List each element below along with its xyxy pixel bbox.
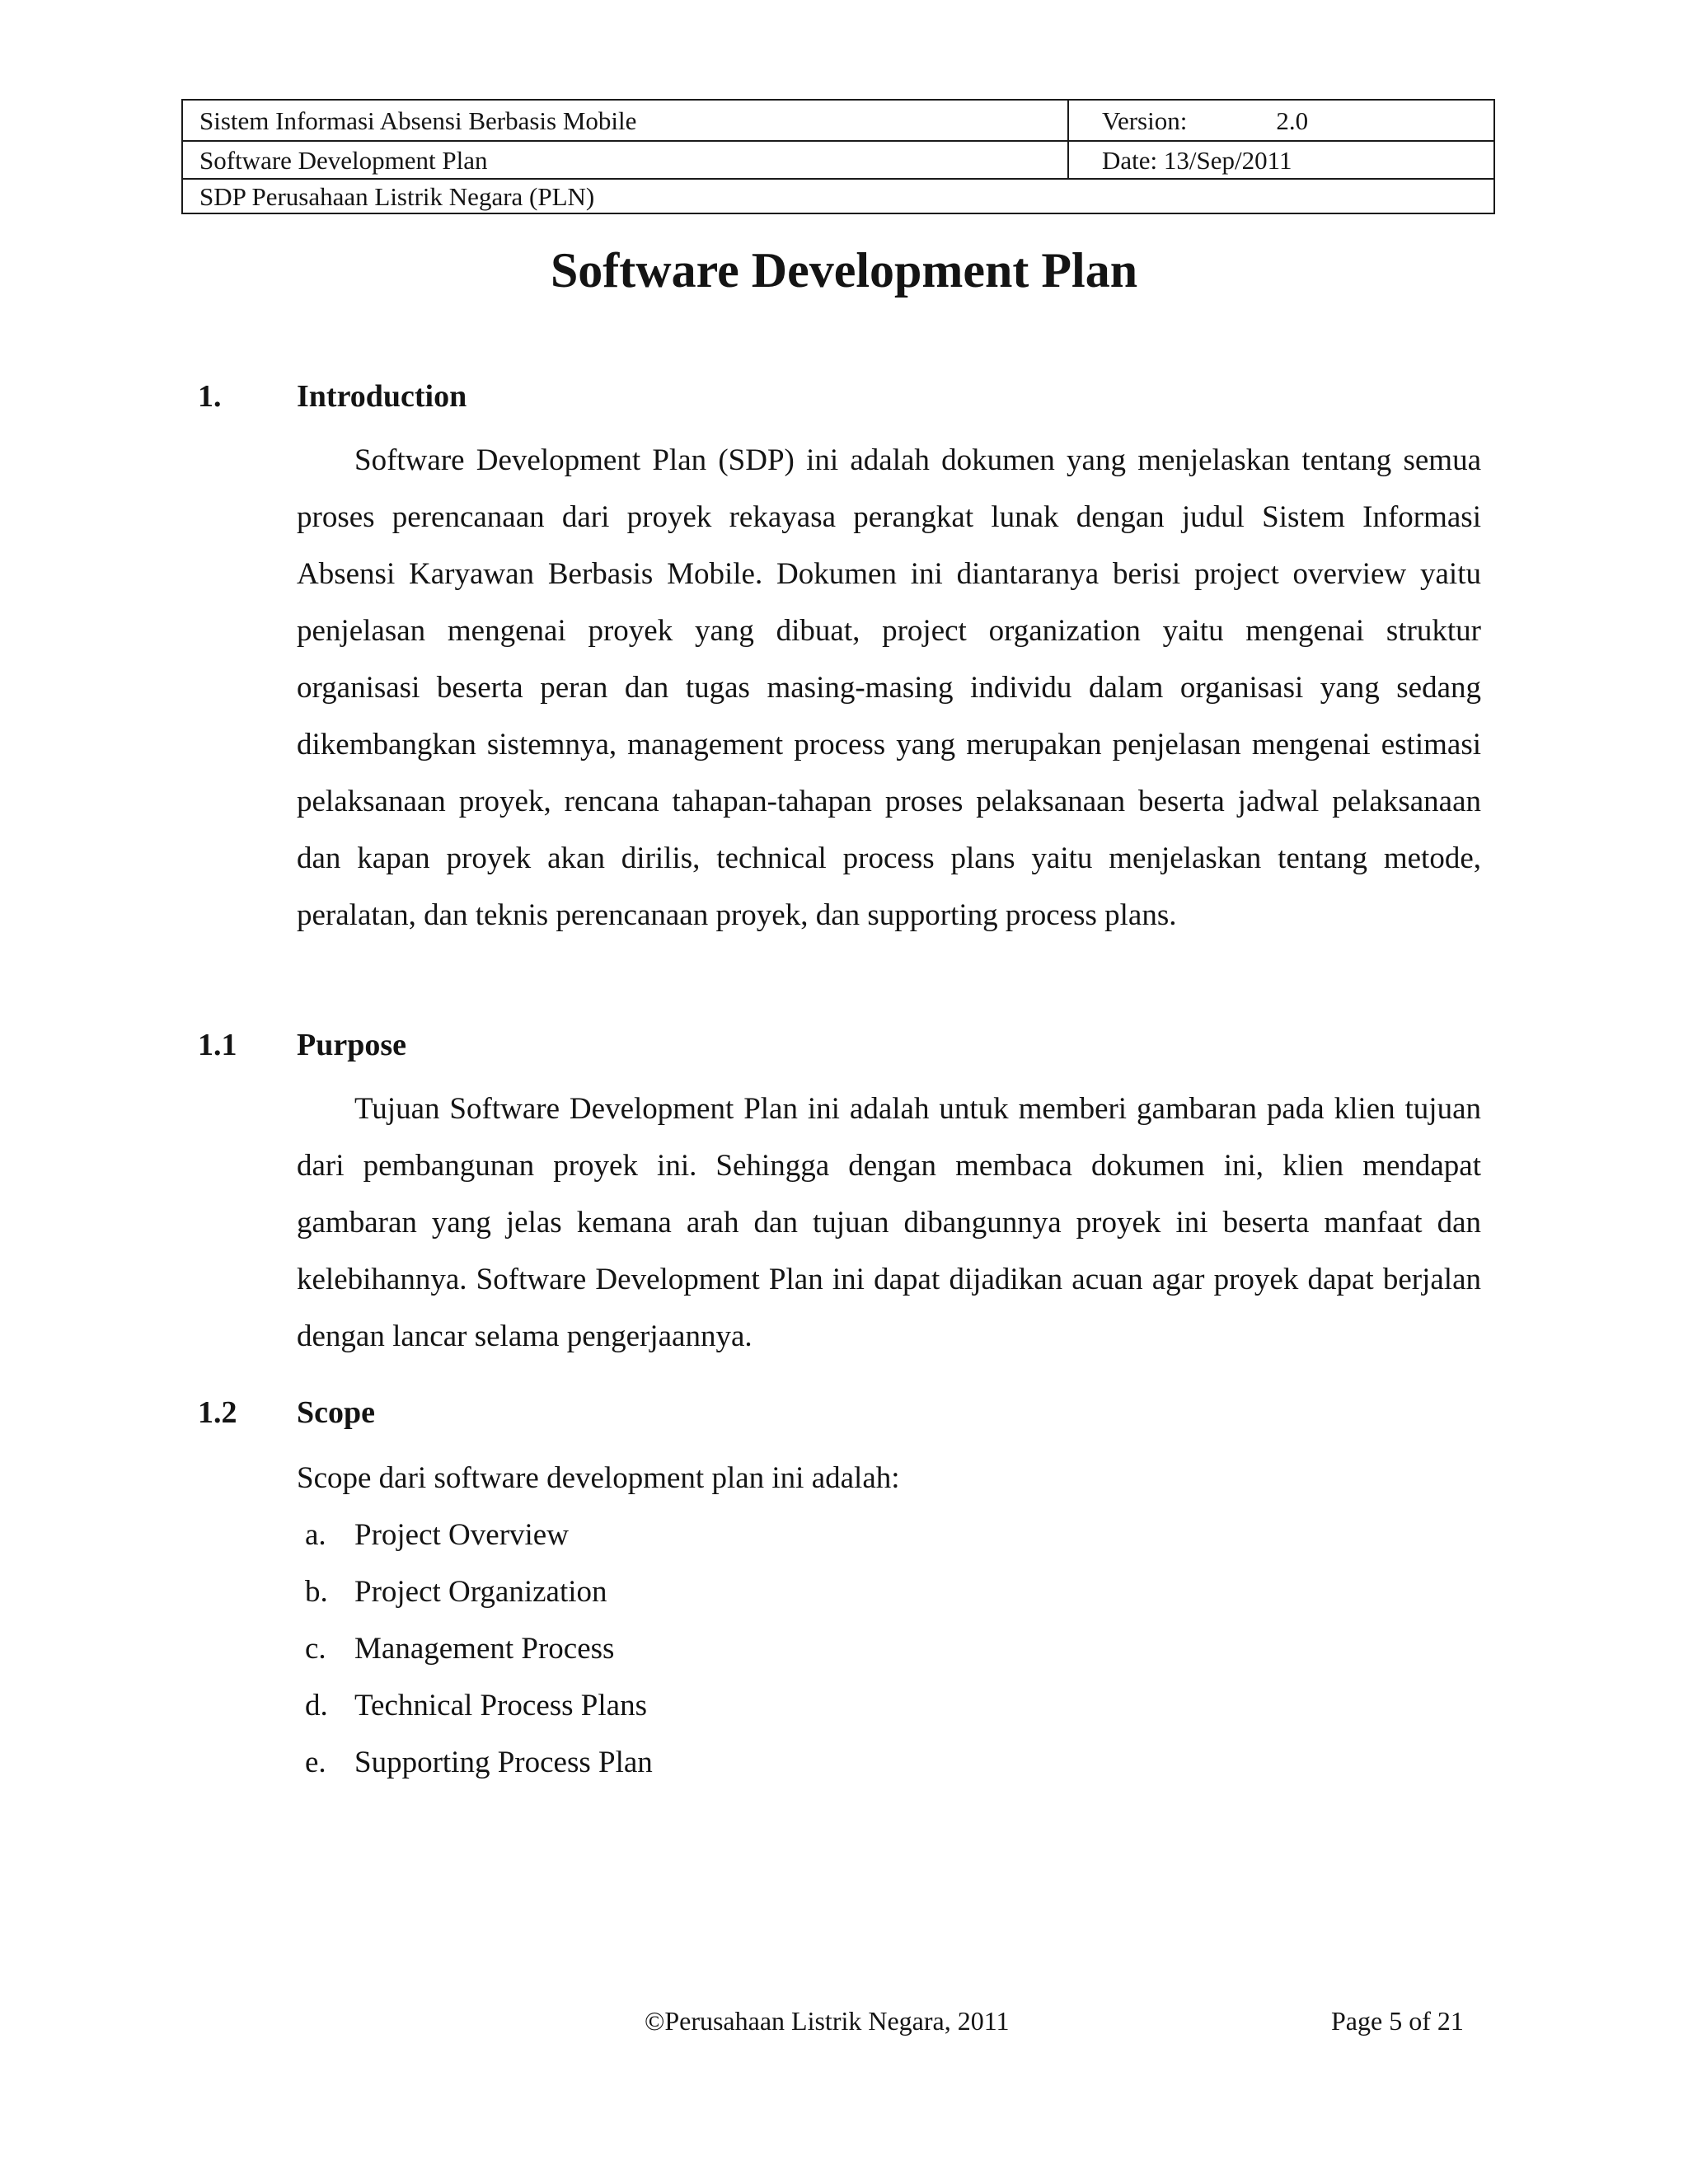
list-marker: a.	[305, 1518, 326, 1552]
list-marker: d.	[305, 1689, 328, 1722]
list-item	[297, 1677, 653, 1734]
list-item	[297, 1507, 653, 1563]
list-item	[297, 1620, 653, 1677]
footer-copyright: ©Perusahaan Listrik Negara, 2011	[645, 2006, 1010, 2036]
header-doc-name: Software Development Plan	[182, 141, 1068, 179]
list-item-text: Project Organization	[354, 1575, 607, 1609]
section-intro-body: Software Development Plan (SDP) ini adalah dokumen yang menjelaskan tentang semua proses perencanaan dari proyek rekayasa perangkat lunak dengan judul Sistem Informasi Absensi Karyawan Berbasis Mobile. Dokumen ini diantaranya berisi project overview yaitu penjelasan mengenai proyek yang dibuat, project organization yaitu mengenai struktur organisasi beserta peran dan tugas masing-masing individu dalam organisasi yang sedang dikembangkan sistemnya, management process yang merupakan penjelasan mengenai estimasi pelaksanaan proyek, rencana tahapan-tahapan proses pelaksanaan beserta jadwal pelaksanaan dan kapan proyek akan dirilis, technical process plans yaitu menjelaskan tentang metode, peralatan, dan teknis perencanaan proyek, dan supporting process plans.	[297, 443, 1481, 932]
list-item-text: Supporting Process Plan	[354, 1746, 653, 1779]
section-intro-number: 1.	[198, 379, 222, 414]
list-item-text: Project Overview	[354, 1518, 569, 1552]
section-intro-title: Introduction	[297, 379, 467, 414]
list-marker: c.	[305, 1632, 326, 1666]
version-label: Version:	[1102, 105, 1188, 135]
header-system-name: Sistem Informasi Absensi Berbasis Mobile	[182, 100, 1068, 141]
list-item	[297, 1734, 653, 1791]
section-purpose-title: Purpose	[297, 1028, 406, 1062]
section-purpose-body: Tujuan Software Development Plan ini adalah untuk memberi gambaran pada klien tujuan dari pembangunan proyek ini. Sehingga dengan membaca dokumen ini, klien mendapat gambaran yang jelas kemana arah dan tujuan dibangunnya proyek ini beserta manfaat dan kelebihannya. Software Development Plan ini dapat dijadikan acuan agar proyek dapat berjalan dengan lancar selama pengerjaannya.	[297, 1092, 1481, 1353]
list-item	[297, 1563, 653, 1620]
version-value: 2.0	[1276, 105, 1309, 135]
header-version	[1068, 100, 1494, 141]
scope-list	[297, 1507, 653, 1791]
header-table	[181, 99, 1495, 214]
list-item-text: Technical Process Plans	[354, 1689, 647, 1722]
list-marker: e.	[305, 1746, 326, 1779]
section-scope-intro: Scope dari software development plan ini adalah:	[297, 1461, 900, 1495]
header-date: Date: 13/Sep/2011	[1068, 141, 1494, 179]
section-purpose-number: 1.1	[198, 1028, 237, 1062]
section-scope-title: Scope	[297, 1395, 375, 1430]
section-scope-number: 1.2	[198, 1395, 237, 1430]
list-marker: b.	[305, 1575, 328, 1609]
document-title: Software Development Plan	[550, 243, 1138, 298]
footer-page-number: Page 5 of 21	[1331, 2006, 1464, 2036]
header-doc-subtitle: SDP Perusahaan Listrik Negara (PLN)	[182, 179, 1494, 213]
list-item-text: Management Process	[354, 1632, 615, 1666]
